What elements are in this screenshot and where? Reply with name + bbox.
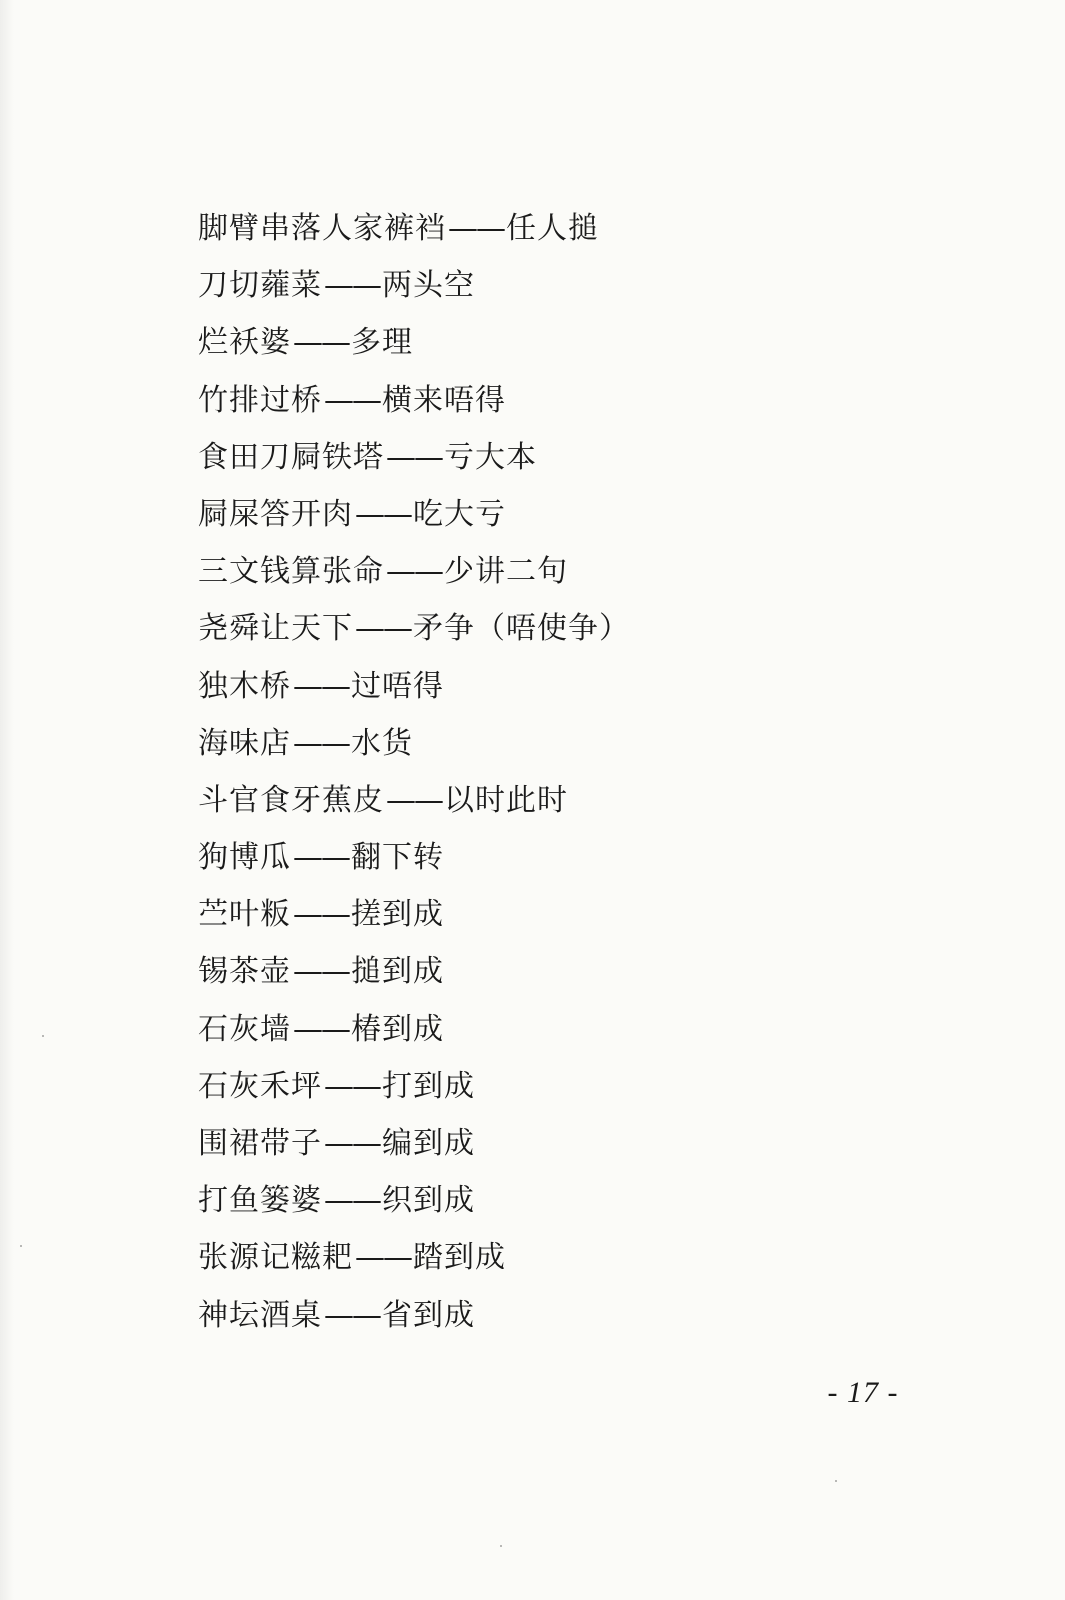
proverb-line (198, 372, 630, 429)
proverb-meaning: 两头空 (382, 268, 475, 304)
proverb-line (198, 200, 630, 257)
proverb-text: 锡茶壶 (198, 954, 291, 990)
proverb-text: 屙屎答开肉 (198, 496, 353, 532)
em-dash: —— (293, 725, 349, 761)
proverb-meaning: 多理 (351, 325, 413, 361)
proverb-meaning: 水货 (351, 725, 413, 761)
proverb-meaning: 搥到成 (351, 954, 444, 990)
proverb-line (198, 1115, 630, 1172)
scan-edge-shadow (0, 0, 14, 1600)
proverb-text: 张源记糍耙 (198, 1240, 353, 1276)
em-dash: —— (293, 325, 349, 361)
scan-speck (42, 1035, 44, 1037)
proverb-line (198, 772, 630, 829)
proverb-line (198, 486, 630, 543)
proverb-meaning: 矛争（唔使争） (413, 611, 630, 647)
em-dash: —— (293, 1011, 349, 1047)
em-dash: —— (324, 1126, 380, 1161)
em-dash: —— (355, 611, 411, 647)
scan-speck (835, 1480, 837, 1482)
proverb-line (198, 1287, 630, 1344)
em-dash: —— (324, 1068, 380, 1104)
em-dash: —— (386, 782, 442, 818)
proverb-line (198, 943, 630, 1000)
proverb-list (198, 200, 630, 1344)
proverb-line (198, 829, 630, 886)
proverb-text: 打鱼篓婆 (198, 1183, 322, 1219)
proverb-text: 苎叶粄 (198, 897, 291, 933)
proverb-line (198, 600, 630, 657)
proverb-text: 围裙带子 (198, 1126, 322, 1161)
proverb-meaning: 吃大亏 (413, 496, 506, 532)
proverb-meaning: 编到成 (382, 1126, 475, 1161)
proverb-meaning: 任人搥 (506, 211, 599, 246)
proverb-text: 海味店 (198, 725, 291, 761)
proverb-line (198, 543, 630, 600)
proverb-text: 食田刀屙铁塔 (198, 439, 384, 475)
proverb-meaning: 踏到成 (413, 1240, 506, 1276)
proverb-meaning: 过唔得 (351, 668, 444, 704)
proverb-meaning: 椿到成 (351, 1011, 444, 1047)
proverb-meaning: 打到成 (382, 1068, 475, 1104)
scan-speck (20, 1245, 22, 1247)
proverb-meaning: 搓到成 (351, 897, 444, 933)
proverb-text: 斗官食牙蕉皮 (198, 782, 384, 818)
proverb-line (198, 1058, 630, 1115)
proverb-text: 脚臂串落人家裤裆 (198, 211, 446, 246)
proverb-meaning: 省到成 (382, 1297, 475, 1333)
scan-speck (500, 1545, 502, 1547)
proverb-meaning: 亏大本 (444, 439, 537, 475)
em-dash: —— (324, 382, 380, 418)
em-dash: —— (293, 897, 349, 933)
proverb-text: 尧舜让天下 (198, 611, 353, 647)
proverb-line (198, 715, 630, 772)
em-dash: —— (386, 439, 442, 475)
em-dash: —— (355, 1240, 411, 1276)
proverb-text: 石灰禾坪 (198, 1068, 322, 1104)
proverb-line (198, 1172, 630, 1229)
em-dash: —— (355, 496, 411, 532)
proverb-meaning: 翻下转 (351, 840, 444, 876)
proverb-meaning: 少讲二句 (444, 554, 568, 590)
proverb-text: 石灰墙 (198, 1011, 291, 1047)
proverb-text: 神坛酒桌 (198, 1297, 322, 1333)
proverb-meaning: 以时此时 (444, 782, 568, 818)
proverb-line (198, 658, 630, 715)
proverb-line (198, 257, 630, 314)
em-dash: —— (293, 668, 349, 704)
em-dash: —— (386, 554, 442, 590)
proverb-text: 狗博瓜 (198, 840, 291, 876)
proverb-text: 烂袄婆 (198, 325, 291, 361)
em-dash: —— (324, 268, 380, 304)
proverb-line (198, 429, 630, 486)
em-dash: —— (324, 1297, 380, 1333)
proverb-meaning: 横来唔得 (382, 382, 506, 418)
proverb-text: 三文钱算张命 (198, 554, 384, 590)
proverb-line (198, 1001, 630, 1058)
em-dash: —— (293, 954, 349, 990)
proverb-meaning: 织到成 (382, 1183, 475, 1219)
page-number: - 17 - (827, 1376, 899, 1409)
proverb-line (198, 314, 630, 371)
em-dash: —— (293, 840, 349, 876)
em-dash: —— (324, 1183, 380, 1219)
proverb-line (198, 886, 630, 943)
em-dash: —— (448, 211, 504, 246)
proverb-text: 刀切蕹菜 (198, 268, 322, 304)
proverb-text: 独木桥 (198, 668, 291, 704)
proverb-line (198, 1229, 630, 1286)
proverb-text: 竹排过桥 (198, 382, 322, 418)
